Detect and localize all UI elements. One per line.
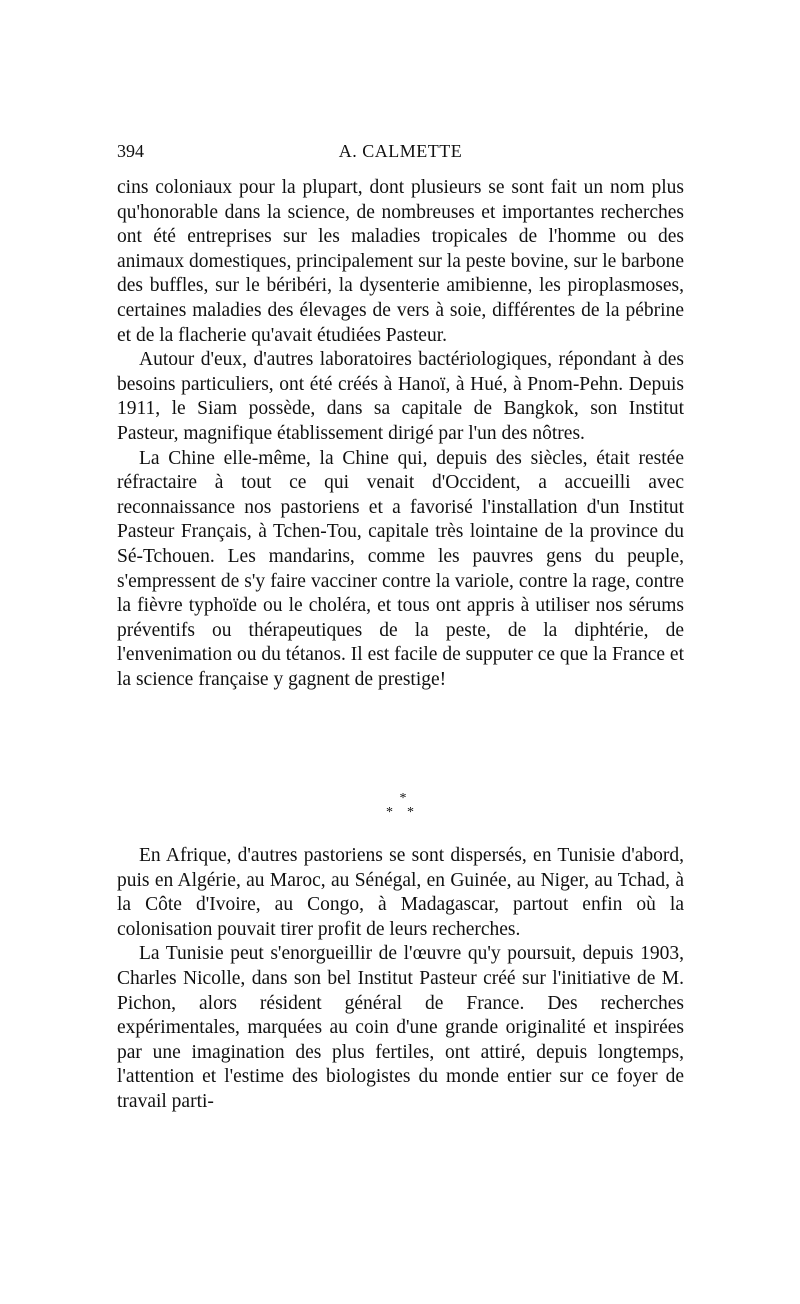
page-header — [117, 139, 684, 163]
paragraph-autour: Autour d'eux, d'autres laboratoires bactériologiques, répondant à des besoins particuliers, ont été créés à Hanoï, à Hué, à Pnom-Pehn. Depuis 1911, le Siam possède, dans sa capitale de Bangkok, son Institut Pasteur, magnifique établissement dirigé par l'un des nôtres. — [117, 349, 684, 444]
page-number: 394 — [117, 141, 144, 161]
paragraph-afrique: En Afrique, d'autres pastoriens se sont dispersés, en Tunisie d'abord, puis en Algérie, au Maroc, au Sénégal, en Guinée, au Niger, au Tchad, à la Côte d'Ivoire, au Congo, à Madagascar, partout enfin où la colonisation pouvait tirer profit de leurs recherches. — [117, 845, 684, 940]
text-block-bottom — [117, 844, 684, 1115]
asterism-top-star: * — [399, 791, 407, 806]
paragraph-continuation: cins coloniaux pour la plupart, dont plusieurs se sont fait un nom plus qu'honorable dans la science, de nombreuses et importantes recherches ont été entreprises sur les maladies tropicales de l'homme ou des animaux domestiques, principalement sur la peste bovine, sur le barbone des buffles, sur le béribéri, la dysenterie amibienne, les piroplasmoses, certaines maladies des élevages de vers à soie, différentes de la pébrine et de la flacherie qu'avait étudiées Pasteur. — [117, 177, 684, 346]
paragraph-chine: La Chine elle-même, la Chine qui, depuis des siècles, était restée réfractaire à tout ce qui venait d'Occident, a accueilli avec reconnaissance nos pastoriens et a favorisé l'installation d'un Institut Pasteur Français, à Tchen-Tou, capitale très lointaine de la province du Sé-Tchouen. Les mandarins, comme les pauvres gens du peuple, s'empressent de s'y faire vacciner contre la variole, contre la rage, contre la fièvre typhoïde ou le choléra, et tous ont appris à utiliser nos sérums préventifs ou thérapeutiques de la peste, de la diphtérie, de l'envenimation ou du tétanos. Il est facile de supputer ce que la France et la science française y gagnent de prestige! — [117, 447, 684, 690]
text-block-top — [117, 176, 684, 692]
section-separator-asterism — [370, 792, 430, 828]
paragraph-tunisie: La Tunisie peut s'enorgueillir de l'œuvre qu'y poursuit, depuis 1903, Charles Nicolle, dans son bel Institut Pasteur créé sur l'initiative de M. Pichon, alors résident général de France. Des recherches expérimentales, marquées au coin d'une grande originalité et inspirées par une imagination des plus fertiles, ont attiré, depuis longtemps, l'attention et l'estime des biologistes du monde entier sur ce foyer de travail parti- — [117, 943, 684, 1112]
asterism-bottom-stars: ** — [386, 805, 428, 820]
running-head: A. CALMETTE — [338, 141, 463, 161]
